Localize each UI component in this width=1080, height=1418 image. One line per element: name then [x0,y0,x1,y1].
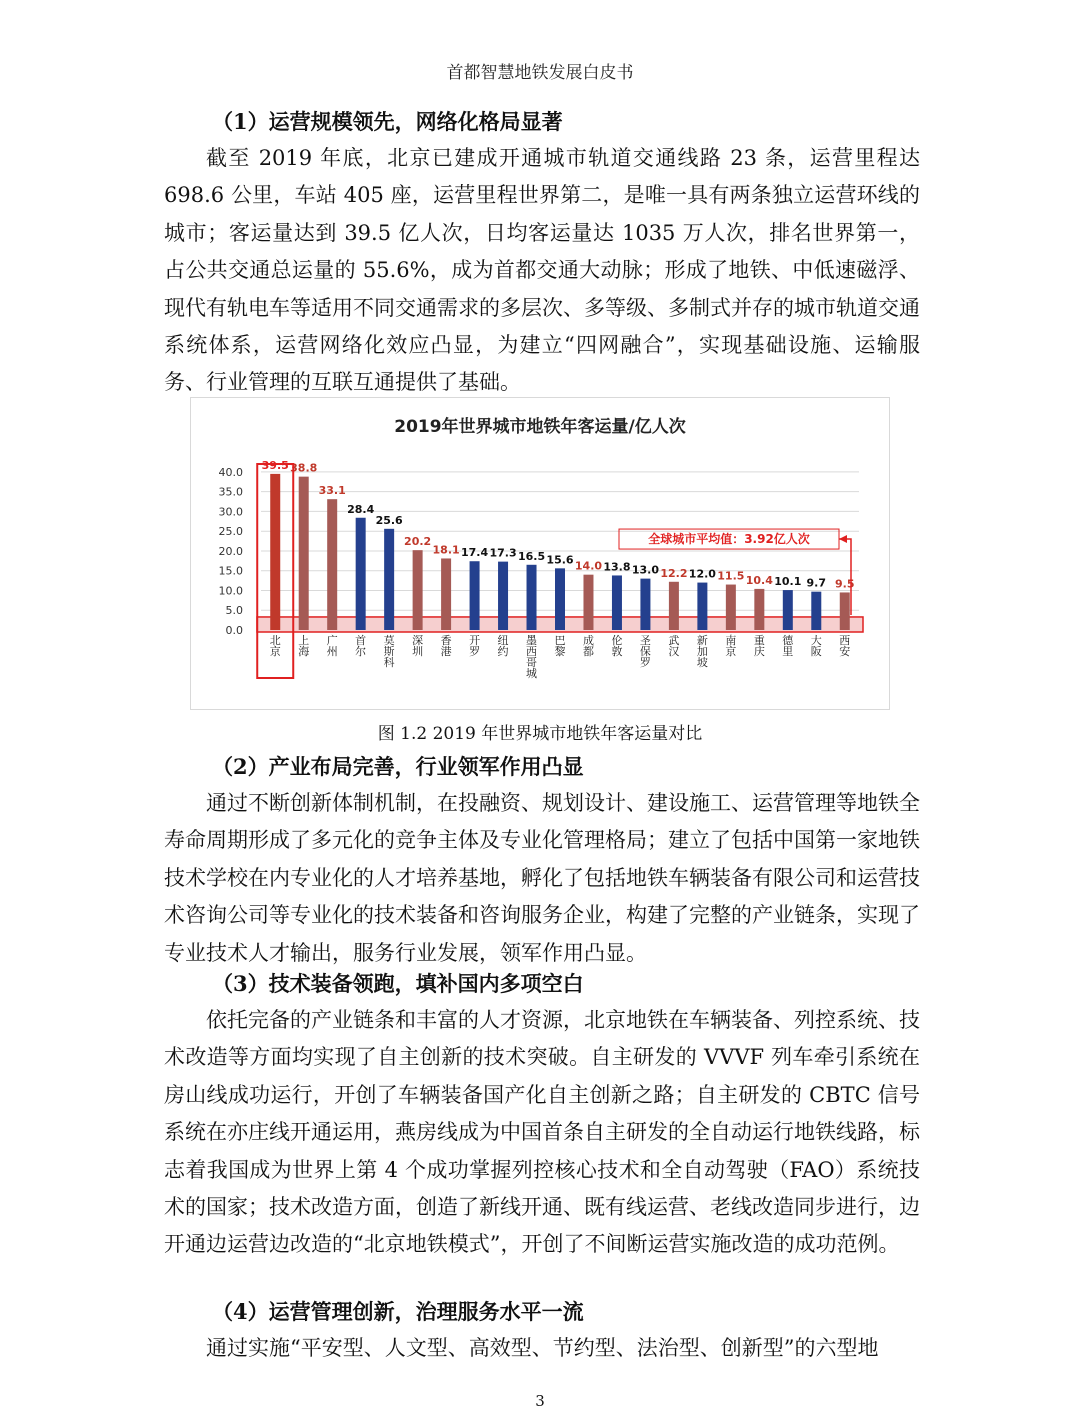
category-label: 新加坡 [696,634,708,669]
bar [327,499,337,630]
y-tick-label: 5.0 [225,604,243,618]
bar [498,562,508,630]
category-label: 墨西哥城 [526,634,538,680]
category-label: 首尔 [355,634,367,658]
bar-chart [191,398,889,709]
bar-value-label: 12.2 [660,566,688,580]
category-label: 武汉 [668,634,680,658]
section-4 [164,1294,920,1367]
bar [270,474,280,630]
bar-value-label: 9.5 [835,577,855,591]
category-label: 巴黎 [554,634,566,658]
bar [726,585,736,630]
bar [555,568,565,630]
bar-value-label: 11.5 [717,569,745,583]
category-label: 圣保罗 [639,634,651,669]
category-label: 上海 [298,634,310,658]
section-heading: （4）运营管理创新，治理服务水平一流 [212,1299,584,1324]
bar-value-label: 28.4 [347,502,375,516]
bar-value-label: 14.0 [574,559,603,573]
y-tick-label: 40.0 [218,465,243,479]
page-number: 3 [535,1392,545,1410]
category-label: 深圳 [412,634,424,658]
bar-value-label: 20.2 [404,535,432,549]
section-paragraph: 通过实施“平安型、人文型、高效型、节约型、法治型、创新型”的六型地 [206,1336,879,1360]
bar-value-label: 17.4 [461,546,489,560]
category-label: 香港 [440,634,452,658]
bar-value-label: 9.7 [806,576,827,590]
section-paragraph: 截至 2019 年底，北京已建成开通城市轨道交通线路 23 条，运营里程达 698.6 公里，车站 405 座，运营里程世界第二，是唯一具有两条独立运营环线的城市；客运量达到 39.5 亿人次，日均客运量达 1035 万人次，排名世界第一，占公共交通总运量的 55.6%，成为首都交通大动脉；形成了地铁、中低速磁浮、现代有轨电车等适用不同交通需求的多层次、多等级、多制式并存的城市轨道交通系统体系，运营网络化效应凸显，为建立“四网融合”，实现基础设施、运输服务、行业管理的互联互通提供了基础。 [164,146,920,395]
bar [840,592,850,630]
category-label: 北京 [269,634,281,658]
bar [413,550,423,630]
bar-value-label: 16.5 [517,549,546,563]
bar-value-label: 15.6 [546,553,574,567]
category-label: 南京 [725,634,737,658]
category-label: 西安 [839,634,851,658]
bar [640,579,650,630]
running-header: 首都智慧地铁发展白皮书 [446,63,634,83]
y-tick-label: 0.0 [225,624,243,637]
bar-value-label: 38.8 [290,461,318,475]
bar [669,582,679,630]
category-label: 大阪 [810,634,822,658]
section-1 [164,104,920,402]
bar-value-label: 33.1 [318,484,346,498]
category-label: 伦敦 [611,634,623,658]
category-label: 纽约 [497,634,509,658]
bar-value-label: 12.0 [688,567,716,581]
y-tick-label: 20.0 [218,544,243,558]
bar-value-label: 10.4 [745,573,773,587]
y-tick-label: 25.0 [218,525,243,539]
bar [612,575,622,630]
bar [527,565,537,630]
section-3 [164,966,920,1264]
bar-value-label: 25.6 [375,513,403,527]
section-paragraph: 依托完备的产业链条和丰富的人才资源，北京地铁在车辆装备、列控系统、技术改造等方面均实现了自主创新的技术突破。自主研发的 VVVF 列车牵引系统在房山线成功运行，开创了车辆装备国产化自主创新之路；自主研发的 CBTC 信号系统在亦庄线开通运用，燕房线成为中国首条自主研发的全自动运行地铁线路，标志着我国成为世界上第 4 个成功掌握列控核心技术和全自动驾驶（FAO）系统技术的国家；技术改造方面，创造了新线开通、既有线运营、老线改造同步进行，边开通边运营边改造的“北京地铁模式”，开创了不间断运营实施改造的成功范例。 [164,1008,920,1257]
y-tick-label: 30.0 [218,505,243,519]
bar-value-label: 39.5 [261,458,289,472]
figure-chart [190,397,890,710]
bar [811,592,821,630]
y-tick-label: 15.0 [218,564,243,578]
bar-value-label: 13.0 [631,563,659,577]
bar-value-label: 18.1 [432,543,460,557]
category-label: 开罗 [469,634,481,658]
section-heading: （2）产业布局完善，行业领军作用凸显 [212,754,584,779]
chart-title: 2019年世界城市地铁年客运量/亿人次 [394,417,686,437]
y-tick-label: 10.0 [218,584,243,598]
section-2 [164,749,920,972]
bar [783,590,793,630]
bar [384,529,394,630]
bar-value-label: 17.3 [489,546,517,560]
section-heading: （3）技术装备领跑，填补国内多项空白 [212,971,584,996]
average-annotation: 全球城市平均值：3.92亿人次 [648,532,810,547]
section-paragraph: 通过不断创新体制机制，在投融资、规划设计、建设施工、运营管理等地铁全寿命周期形成了多元化的竞争主体及专业化管理格局；建立了包括中国第一家地铁技术学校在内专业化的人才培养基地，孵化了包括地铁车辆装备有限公司和运营技术咨询公司等专业化的技术装备和咨询服务企业，构建了完整的产业链条，实现了专业技术人才输出，服务行业发展，领军作用凸显。 [164,791,920,965]
bar [470,561,480,630]
category-label: 重庆 [753,634,765,658]
bar-value-label: 13.8 [603,560,631,574]
category-label: 成都 [582,634,594,658]
category-label: 德里 [782,634,794,658]
category-label: 广州 [326,634,338,658]
bar-value-label: 10.1 [774,575,802,589]
bar [299,477,309,630]
section-heading: （1）运营规模领先，网络化格局显著 [212,109,563,134]
category-label: 莫斯科 [383,634,395,669]
bar [441,558,451,630]
bar [754,589,764,630]
annotation-arrowhead [839,535,847,543]
bar [697,583,707,630]
bar [583,575,593,630]
figure-caption: 图 1.2 2019 年世界城市地铁年客运量对比 [377,724,703,744]
bar [356,518,366,630]
y-tick-label: 35.0 [218,485,243,499]
